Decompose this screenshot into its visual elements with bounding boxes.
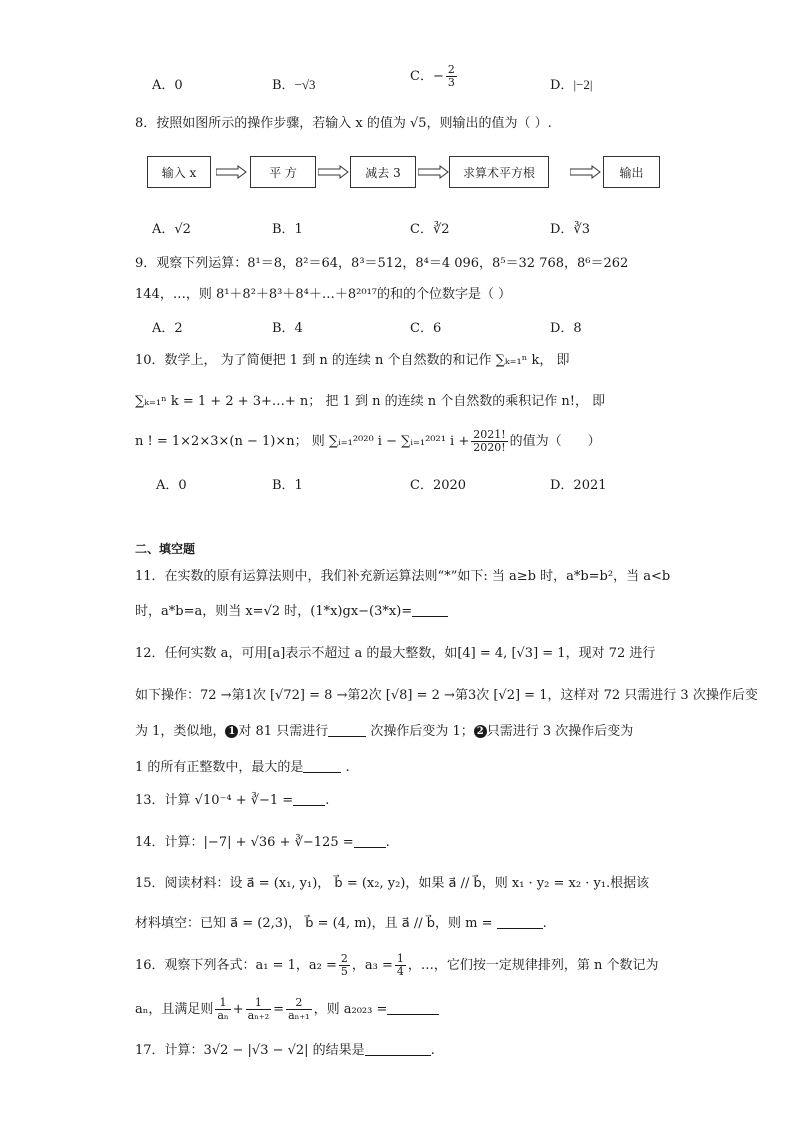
q10-option-c: C．2020: [410, 478, 467, 493]
q8-stem: 8．按照如图所示的操作步骤，若输入 x 的值为 √5，则输出的值为（ ）.: [135, 116, 552, 131]
q9-line-1: 9．观察下列运算：8¹＝8，8²＝64，8³＝512，8⁴＝4 096，8⁵＝32 768，8⁶＝262: [135, 256, 629, 271]
q15-line-1: 15．阅读材料：设 a⃗ = (x₁, y₁)， b⃗ = (x₂, y₂)，如果 a⃗ // b⃗，则 x₁ · y₂ = x₂ · y₁.根据该: [135, 876, 650, 891]
flow-box-minus-three: 减去 3: [350, 156, 416, 188]
q9-option-b: B．4: [272, 321, 303, 336]
q12-line-3: 为 1，类似地， 1 对 81 只需进行 次操作后变为 1； 2 只需进行 3 次操作后变为: [135, 724, 634, 739]
q9-option-a: A．2: [152, 321, 183, 336]
q12-line-2: 如下操作：72 →第1次 [√72] = 8 →第2次 [√8] = 2 →第3次 [√2] = 1，这样对 72 只需进行 3 次操作后变: [135, 688, 758, 703]
q8-option-a: A．√2: [152, 222, 191, 237]
q10-option-a: A．0: [156, 478, 187, 493]
flow-box-square: 平 方: [250, 156, 316, 188]
q8-option-c: C．∛2: [410, 222, 450, 237]
q15-line-2: 材料填空：已知 a⃗ = (2,3)， b⃗ = (4, m)，且 a⃗ // b⃗，则 m = .: [135, 916, 547, 931]
q10-line-2: ∑ₖ₌₁ⁿ k = 1 + 2 + 3+…+ n； 把 1 到 n 的连续 n 个自然数的乘积记作 n!， 即: [135, 394, 606, 409]
flow-box-input: 输入 x: [147, 156, 211, 188]
q12-line-1: 12．任何实数 a，可用[a]表示不超过 a 的最大整数，如[4] = 4, [√3] = 1，现对 72 进行: [135, 646, 656, 661]
q10-option-d: D．2021: [550, 478, 607, 493]
section-title: 二、填空题: [135, 542, 196, 556]
q13: 13．计算 √10⁻⁴ + ∛−1 = .: [135, 793, 330, 808]
q11-line-2: 时，a*b=a，则当 x=√2 时，(1*x)gx−(3*x)=: [135, 602, 448, 622]
flow-arrow-icon: [318, 165, 350, 179]
q16-line-2: aₙ，且满足则 $\frac{1}{\text{aₙ}}$ + $\frac{1}{\text{aₙ₊₂}}$ = $\frac{2}{\text{aₙ₊₁}}$ ，则 a₂₀₂₃ =: [135, 996, 439, 1024]
answer-blank[interactable]: [328, 722, 366, 737]
flow-box-sqrt: 求算术平方根: [449, 156, 549, 188]
circled-number-icon: 2: [474, 725, 487, 738]
answer-blank[interactable]: [303, 758, 341, 773]
flow-arrow-icon: [570, 165, 602, 179]
circled-number-icon: 1: [225, 725, 238, 738]
answer-blank[interactable]: [387, 1000, 439, 1015]
q11-line-1: 11．在实数的原有运算法则中，我们补充新运算法则“*”如下: 当 a≥b 时，a*b=b²，当 a<b: [135, 569, 671, 584]
flow-arrow-icon: [216, 165, 248, 179]
q14: 14．计算：|−7| + √36 + ∛−125 = .: [135, 835, 390, 850]
q16-line-1: 16．观察下列各式：a₁ = 1，a₂ = $\frac{2}{5}$ ，a₃ = $\frac{1}{4}$ ，…，它们按一定规律排列，第 n 个数记为: [135, 952, 659, 978]
q10-line-1: 10．数学上， 为了简便把 1 到 n 的连续 n 个自然数的和记作 ∑ₖ₌₁ⁿ k， 即: [135, 353, 570, 368]
answer-blank[interactable]: [365, 1041, 431, 1056]
q9-option-c: C．6: [410, 321, 442, 336]
q7-option-d: D．|−2|: [550, 77, 593, 93]
q7-option-c: C．− $\frac{2}{3}$: [410, 63, 455, 89]
answer-blank[interactable]: [354, 833, 386, 848]
q8-option-b: B．1: [272, 222, 303, 237]
flow-box-output: 输出: [603, 156, 660, 188]
answer-blank[interactable]: [497, 914, 543, 929]
q7-option-b: B．−√3: [272, 77, 316, 93]
q10-line-3: n ! = 1×2×3×(n − 1)×n； 则 ∑ᵢ₌₁²⁰²⁰ i − ∑ᵢ₌₁²⁰²¹ i + $\frac{2021!}{2020!}$ 的值为（ ）: [135, 428, 601, 454]
answer-blank[interactable]: [412, 602, 448, 617]
q9-line-2: 144，…，则 8¹＋8²＋8³＋8⁴＋…＋8²⁰¹⁷的和的个位数字是（ ）: [135, 287, 512, 302]
answer-blank[interactable]: [293, 791, 325, 806]
q7-option-a: A．0: [152, 78, 183, 93]
q8-option-d: D．∛3: [550, 222, 590, 237]
q17: 17．计算：3√2 − |√3 − √2| 的结果是 .: [135, 1043, 435, 1058]
q9-option-d: D．8: [550, 321, 582, 336]
flow-arrow-icon: [418, 165, 450, 179]
q10-option-b: B．1: [272, 478, 303, 493]
q12-line-4: 1 的所有正整数中，最大的是 .: [135, 760, 350, 775]
